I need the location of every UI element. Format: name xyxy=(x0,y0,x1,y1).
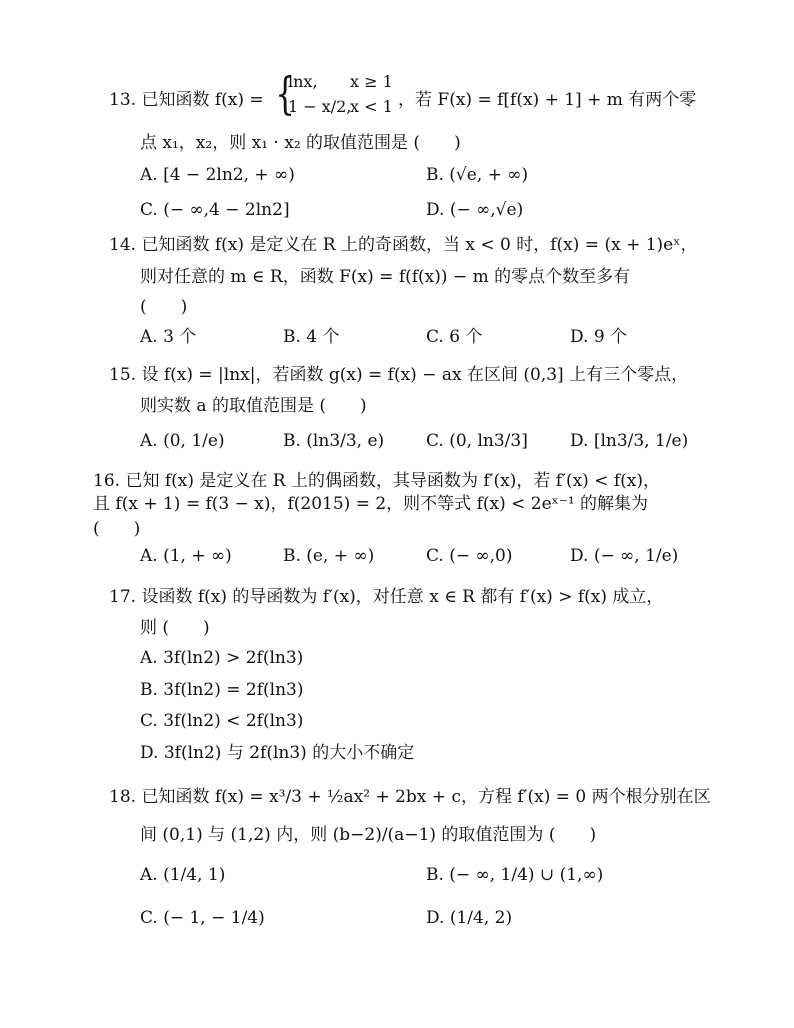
q14-line1: 14. 已知函数 f(x) 是定义在 R 上的奇函数，当 x < 0 时，f(x) = (x + 1)eˣ， xyxy=(109,235,698,255)
q18-option-b[interactable]: B. (− ∞, 1/4) ∪ (1,∞) xyxy=(426,865,604,885)
q13-option-b[interactable]: B. (√e, + ∞) xyxy=(426,165,529,185)
q13-option-c[interactable]: C. (− ∞,4 − 2ln2] xyxy=(140,200,290,220)
q14-option-a[interactable]: A. 3 个 xyxy=(140,327,197,347)
q15-line2: 则实数 a 的取值范围是 ( ) xyxy=(140,396,367,416)
q17-option-a[interactable]: A. 3f(ln2) > 2f(ln3) xyxy=(140,648,304,668)
q14-line3: ( ) xyxy=(140,297,188,317)
q16-line1: 16. 已知 f(x) 是定义在 R 上的偶函数，其导函数为 f′(x)，若 f′(x) < f(x)， xyxy=(93,471,661,491)
q18-line1: 18. 已知函数 f(x) = x³/3 + ½ax² + 2bx + c，方程 f′(x) = 0 两个根分别在区 xyxy=(109,787,711,807)
q16-option-c[interactable]: C. (− ∞,0) xyxy=(426,546,513,566)
q17-option-b[interactable]: B. 3f(ln2) = 2f(ln3) xyxy=(140,680,304,700)
q14-line2: 则对任意的 m ∈ R，函数 F(x) = f(f(x)) − m 的零点个数至多有 xyxy=(140,267,631,287)
q16-line2: 且 f(x + 1) = f(3 − x)，f(2015) = 2，则不等式 f(x) < 2eˣ⁻¹ 的解集为 xyxy=(93,494,649,514)
q13-option-d[interactable]: D. (− ∞,√e) xyxy=(426,200,524,220)
q15-option-d[interactable]: D. [ln3/3, 1/e) xyxy=(570,431,689,451)
q13-line2: 点 x₁，x₂，则 x₁ · x₂ 的取值范围是 ( ) xyxy=(140,133,461,153)
q13-case1-expr: lnx, xyxy=(288,72,318,91)
q17-line2: 则 ( ) xyxy=(140,618,210,638)
q18-option-a[interactable]: A. (1/4, 1) xyxy=(140,865,226,885)
q15-option-b[interactable]: B. (ln3/3, e) xyxy=(283,431,385,451)
q15-option-a[interactable]: A. (0, 1/e) xyxy=(140,431,225,451)
q14-option-c[interactable]: C. 6 个 xyxy=(426,327,483,347)
q13-case2-cond: x < 1 xyxy=(350,97,393,116)
q13-case2-expr: 1 − x/2, xyxy=(288,97,352,116)
q17-line1: 17. 设函数 f(x) 的导函数为 f′(x)，对任意 x ∈ R 都有 f′(x) > f(x) 成立， xyxy=(109,587,664,607)
q16-option-b[interactable]: B. (e, + ∞) xyxy=(283,546,375,566)
q15-option-c[interactable]: C. (0, ln3/3] xyxy=(426,431,528,451)
q17-option-d[interactable]: D. 3f(ln2) 与 2f(ln3) 的大小不确定 xyxy=(140,743,415,763)
q18-option-d[interactable]: D. (1/4, 2) xyxy=(426,908,513,928)
q18-option-c[interactable]: C. (− 1, − 1/4) xyxy=(140,908,265,928)
q16-option-a[interactable]: A. (1, + ∞) xyxy=(140,546,232,566)
piecewise-brace: { xyxy=(275,69,295,120)
q16-option-d[interactable]: D. (− ∞, 1/e) xyxy=(570,546,679,566)
q15-line1: 15. 设 f(x) = |lnx|，若函数 g(x) = f(x) − ax 在区间 (0,3] 上有三个零点， xyxy=(109,365,689,385)
q13-option-a[interactable]: A. [4 − 2ln2, + ∞) xyxy=(140,165,295,185)
q14-option-d[interactable]: D. 9 个 xyxy=(570,327,628,347)
q13-line1-tail: ，若 F(x) = f[f(x) + 1] + m 有两个零 xyxy=(398,90,697,110)
q16-line3: ( ) xyxy=(93,519,141,539)
q18-line2: 间 (0,1) 与 (1,2) 内，则 (b−2)/(a−1) 的取值范围为 ( ) xyxy=(140,825,597,845)
q13-case1-cond: x ≥ 1 xyxy=(350,72,393,91)
q14-option-b[interactable]: B. 4 个 xyxy=(283,327,340,347)
q13-label: 13. 已知函数 f(x) = xyxy=(109,90,264,110)
q17-option-c[interactable]: C. 3f(ln2) < 2f(ln3) xyxy=(140,711,304,731)
